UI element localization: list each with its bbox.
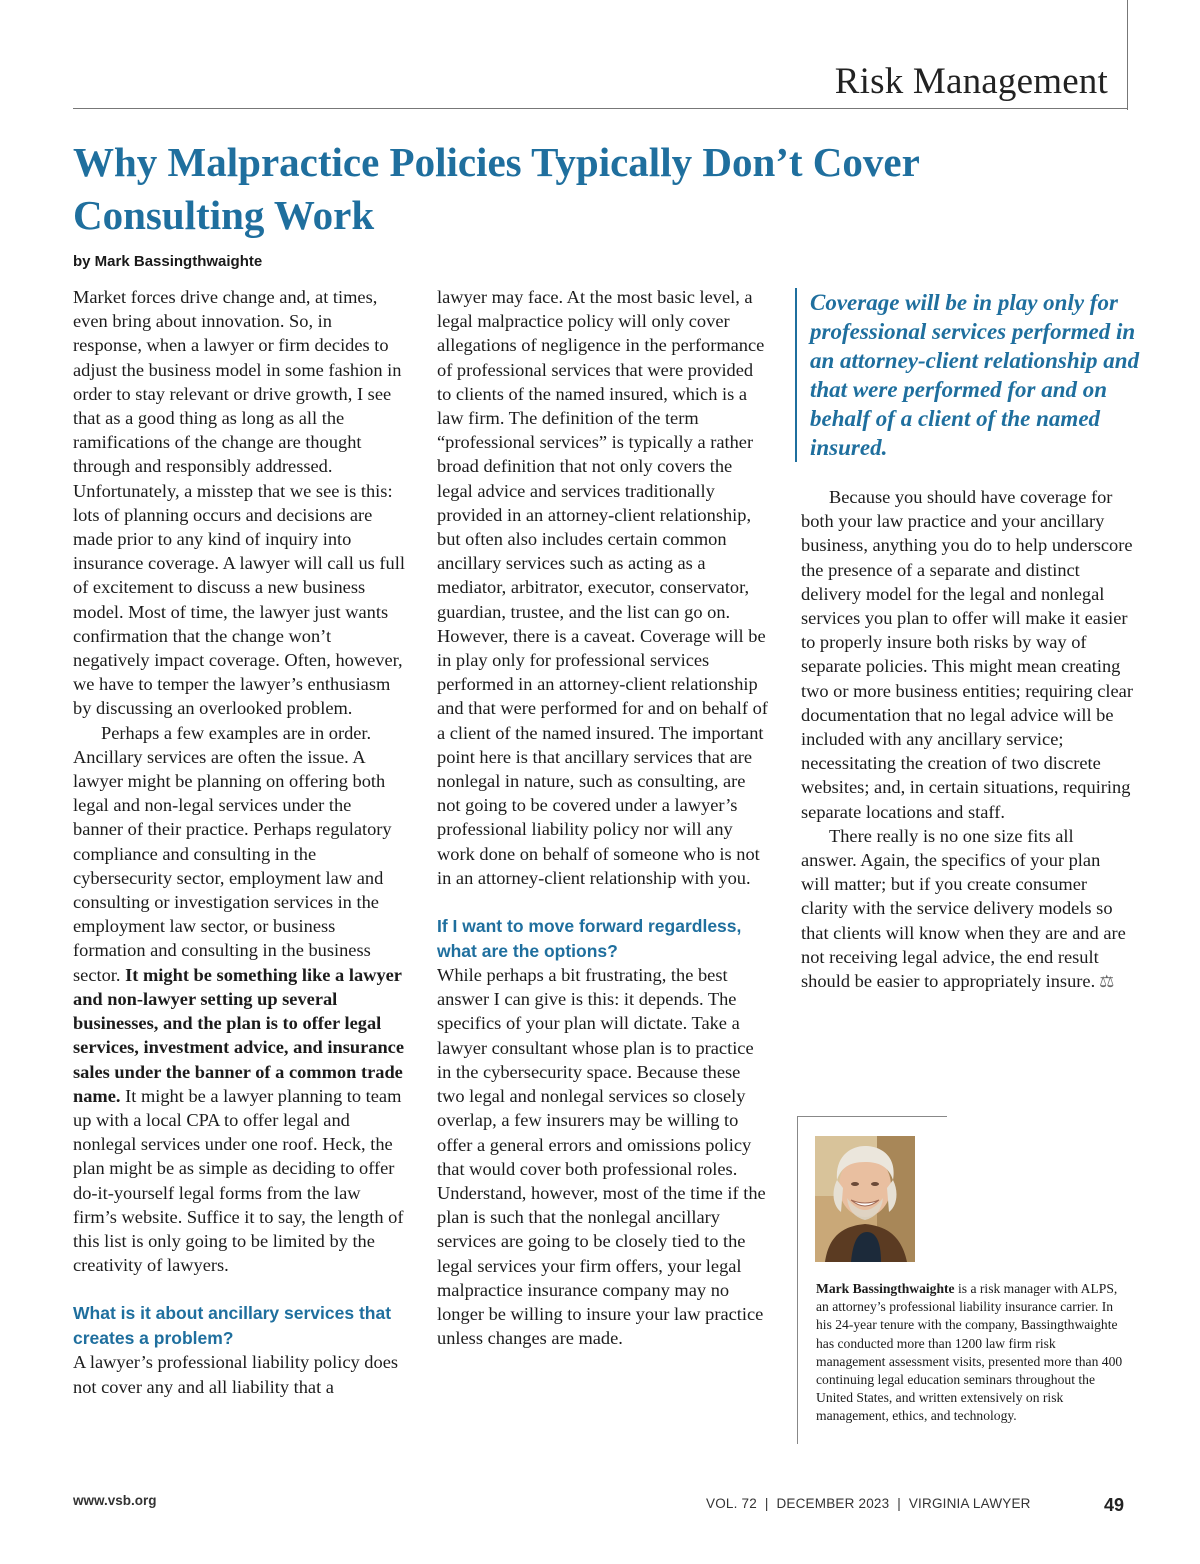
paragraph-text: It might be a lawyer planning to team up with a local CPA to offer legal and nonlegal services under one roof. Heck, the plan might be as simple as deciding to offer do-it-yourself legal forms from the law firm’s website. Suffice it to say, the length of this list is only going to be limited by the creativity of lawyers.	[73, 1085, 404, 1276]
paragraph: Market forces drive change and, at times, even bring about innovation. So, in response, when a lawyer or firm decides to adjust the business model in some fashion in order to stay relevant or drive growth, I see that as a good thing as long as all the ramifications of the change are thought through and responsibly addressed. Unfortunately, a misstep that we see is this: lots of planning occurs and decisions are made prior to any kind of inquiry into insurance coverage. A lawyer will call us full of excitement to discuss a new business model. Most of time, the lawyer just wants confirmation that the change won’t negatively impact coverage. Often, however, we have to temper the lawyer’s enthusiasm by discussing an overlooked problem.	[73, 287, 405, 719]
pull-quote: Coverage will be in play only for professional services performed in an attorney-client relationship and that were performed for and on behalf of a client of the named insured.	[795, 288, 1155, 462]
paragraph-text: Perhaps a few examples are in order. Ancillary services are often the issue. A lawyer might be planning on offering both legal and non-legal services under the banner of their practice. Perhaps regulatory compliance and consulting in the cybersecurity sector, employment law and consulting or investigation services in the employment law sector, or business formation and consulting in the business sector.	[73, 722, 392, 985]
author-name: Mark Bassingthwaighte	[816, 1281, 955, 1296]
scales-icon: ⚖	[1099, 972, 1115, 992]
section-title: Risk Management	[834, 61, 1108, 102]
footer-website-link[interactable]: www.vsb.org	[73, 1493, 157, 1508]
author-bio	[816, 1280, 1128, 1426]
page-number: 49	[1104, 1495, 1125, 1515]
author-bio-text: is a risk manager with ALPS, an attorney’s professional liability insurance carrier. In his 24-year tenure with the company, Bassingthwaighte has conducted more than 1200 law firm risk management assessment visits, presented more than 400 continuing legal education seminars throughout the United States, and written extensively on risk management, ethics, and technology.	[816, 1281, 1123, 1424]
article-column-2	[437, 285, 769, 1350]
author-box-side-rule	[797, 1116, 798, 1444]
article-headline: Why Malpractice Policies Typically Don’t Cover Consulting Work	[73, 139, 920, 238]
paragraph: While perhaps a bit frustrating, the best answer I can give is this: it depends. The specifics of your plan will dictate. Take a lawyer consultant whose plan is to practice in the cybersecurity space. Because these two legal and nonlegal services so closely overlap, a few insurers may be willing to offer a general errors and omissions policy that would cover both professional roles. Understand, however, most of the time if the plan is such that the nonlegal ancillary services are going to be closely tied to the legal services your firm offers, your legal malpractice insurance company may no longer be willing to insure your law practice unless changes are made.	[437, 965, 766, 1349]
paragraph-bold-text: It might be something like a lawyer and non-lawyer setting up several businesses, and the plan is to offer legal services, investment advice, and insurance sales under the banner of a common trade name.	[73, 964, 405, 1106]
paragraph-text: There really is no one size fits all answer. Again, the specifics of your plan will matter; but if you create consumer clarity with the service delivery models so that clients will know when they are and are not receiving legal advice, the end result should be easier to appropriately insure.	[801, 825, 1126, 992]
paragraph	[73, 721, 405, 1278]
article-byline: by Mark Bassingthwaighte	[73, 253, 263, 270]
header-vertical-rule	[1127, 0, 1128, 110]
paragraph: lawyer may face. At the most basic level, a legal malpractice policy will only cover allegations of negligence in the performance of professional services that were provided to clients of the named insured, which is a law firm. The definition of the term “professional services” is typically a rather broad definition that not only covers the legal advice and services traditionally provided in an attorney-client relationship, but often also includes certain common ancillary services such as acting as a mediator, arbitrator, executor, conservator, guardian, trustee, and the list can go on. However, there is a caveat. Coverage will be in play only for professional services performed in an attorney-client relationship and that were performed for and on behalf of a client of the named insured. The important point here is that ancillary services that are nonlegal in nature, such as consulting, are not going to be covered under a lawyer’s professional liability policy nor will any work done on behalf of someone who is not in an attorney-client relationship with you.	[437, 287, 768, 888]
article-column-3	[801, 485, 1133, 994]
section-heading: What is it about ancillary services that creates a problem?	[73, 1303, 392, 1348]
section-heading: If I want to move forward regardless, what are the options?	[437, 916, 742, 961]
paragraph	[801, 824, 1133, 994]
paragraph: Because you should have coverage for both your law practice and your ancillary business, anything you do to help underscore the presence of a separate and distinct delivery model for the legal and nonlegal services you plan to offer will make it easier to properly insure both risks by way of separate policies. This might mean creating two or more business entities; requiring clear documentation that no legal advice will be included with any ancillary service; necessitating the creation of two discrete websites; and, in certain situations, requiring separate locations and staff.	[801, 487, 1133, 822]
footer-issue-info: VOL. 72 | DECEMBER 2023 | VIRGINIA LAWYER	[706, 1496, 1031, 1511]
paragraph: A lawyer’s professional liability policy does not cover any and all liability that a	[73, 1352, 399, 1397]
author-photo	[815, 1136, 915, 1262]
author-box-top-rule	[797, 1116, 947, 1117]
article-column-1	[73, 285, 405, 1399]
header-horizontal-rule	[73, 108, 1128, 109]
